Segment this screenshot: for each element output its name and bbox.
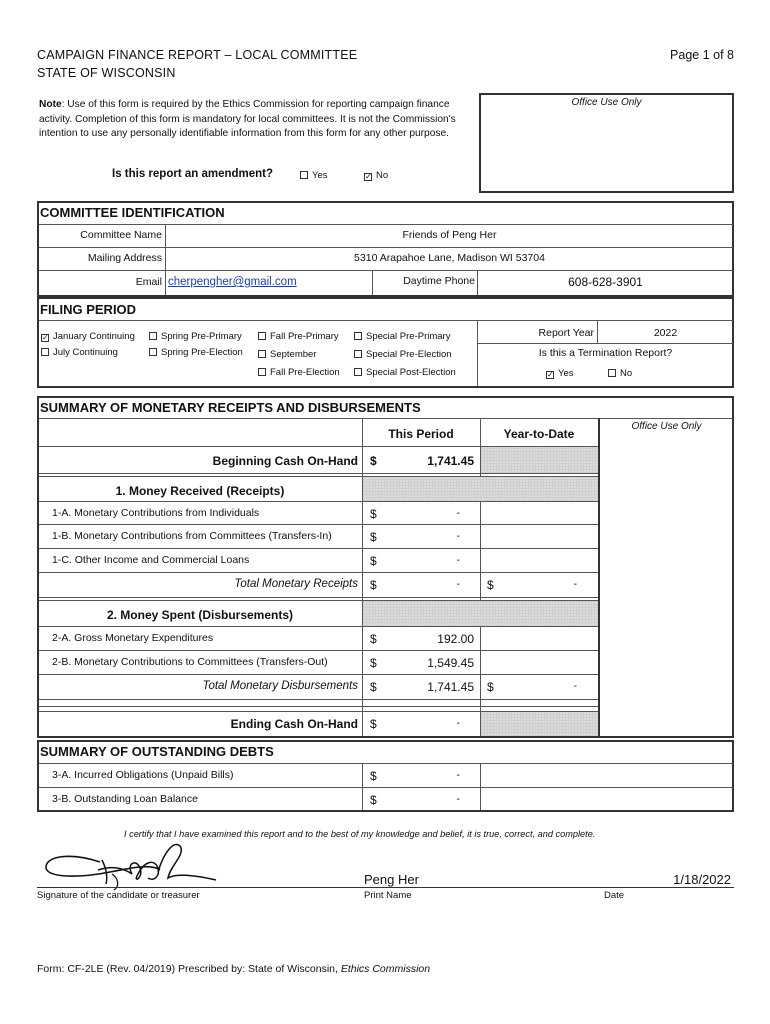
filing-jan-checkbox[interactable]: ✓ xyxy=(42,333,49,342)
filing-spec-post-label: Special Post-Election xyxy=(366,367,456,378)
filing-section-title: FILING PERIOD xyxy=(40,302,137,317)
row-2a-label: 2-A. Gross Monetary Expenditures xyxy=(52,632,214,644)
row-2b-value[interactable]: 1,549.45 xyxy=(427,656,474,670)
privacy-note xyxy=(39,98,479,142)
row-2b-label: 2-B. Monetary Contributions to Committees (Transfers-Out) xyxy=(52,656,328,668)
amendment-yes-label: Yes xyxy=(312,170,328,181)
total-receipts-label: Total Monetary Receipts xyxy=(234,578,358,590)
row-2a-value[interactable]: 192.00 xyxy=(437,632,474,646)
termination-yes-checkbox[interactable]: ✓ xyxy=(547,370,554,379)
print-name-label: Print Name xyxy=(364,890,412,901)
filing-sep[interactable] xyxy=(258,349,316,360)
filing-spec-post[interactable] xyxy=(354,367,456,378)
row-1b-value[interactable]: - xyxy=(456,530,460,542)
form-footer xyxy=(37,963,430,975)
committee-name-label: Committee Name xyxy=(80,229,162,241)
email-label: Email xyxy=(135,276,162,288)
filing-spec-pp[interactable] xyxy=(354,331,450,342)
certification-statement: I certify that I have examined this report and to the best of my knowledge and belief, it is true, correct, and complete. xyxy=(124,829,596,839)
summary-section-title: SUMMARY OF MONETARY RECEIPTS AND DISBURSEMENTS xyxy=(40,400,421,415)
print-name-value[interactable]: Peng Her xyxy=(364,872,419,887)
summary-office-use-label: Office Use Only xyxy=(631,421,702,432)
total-receipts-value[interactable]: - xyxy=(456,578,460,590)
money-received-title: 1. Money Received (Receipts) xyxy=(115,484,285,498)
beginning-dollar: $ xyxy=(370,454,377,468)
filing-jul-checkbox[interactable] xyxy=(41,348,49,356)
debts-section-title: SUMMARY OF OUTSTANDING DEBTS xyxy=(40,744,274,759)
amendment-yes-checkbox[interactable] xyxy=(300,171,308,179)
row-1c-dollar: $ xyxy=(370,554,377,568)
total-disb-dollar: $ xyxy=(370,680,377,694)
filing-spec-pe[interactable] xyxy=(354,349,452,360)
filing-spec-pp-label: Special Pre-Primary xyxy=(366,331,451,342)
email-field[interactable] xyxy=(168,276,297,288)
termination-yes-label: Yes xyxy=(558,368,574,379)
row-1a-value[interactable]: - xyxy=(456,507,460,519)
filing-spring-pe-label: Spring Pre-Election xyxy=(161,347,243,358)
filing-fall-pp[interactable] xyxy=(258,331,339,342)
form-subtitle: STATE OF WISCONSIN xyxy=(37,66,176,80)
email-link[interactable]: cherpengher@gmail.com xyxy=(168,276,297,288)
termination-no[interactable] xyxy=(608,368,632,379)
amendment-no[interactable] xyxy=(364,170,388,181)
filing-jan-label: January Continuing xyxy=(53,331,135,342)
row-3b-value[interactable]: - xyxy=(456,793,460,805)
mailing-address-field[interactable]: 5310 Arapahoe Lane, Madison WI 53704 xyxy=(354,252,545,264)
daytime-phone-label: Daytime Phone xyxy=(403,275,475,287)
row-1c-label: 1-C. Other Income and Commercial Loans xyxy=(52,554,250,566)
signature-label: Signature of the candidate or treasurer xyxy=(37,890,200,901)
filing-jul-label: July Continuing xyxy=(53,347,118,358)
filing-fall-pe[interactable] xyxy=(258,367,340,378)
filing-spring-pp-label: Spring Pre-Primary xyxy=(161,331,242,342)
total-disbursements-value[interactable]: 1,741.45 xyxy=(427,680,474,694)
filing-spec-pe-label: Special Pre-Election xyxy=(366,349,452,360)
filing-fall-pe-checkbox[interactable] xyxy=(258,368,266,376)
note-label: Note xyxy=(39,99,62,110)
col-this-period: This Period xyxy=(388,427,454,441)
note-text: : Use of this form is required by the Ethics Commission for reporting campaign finance activity. Completion of this form is mandatory for local committees. It is not the Commission's intention to use any personally identifiable information from this form for any other purpose. xyxy=(39,99,456,139)
termination-no-checkbox[interactable] xyxy=(608,369,616,377)
row-1b-dollar: $ xyxy=(370,530,377,544)
termination-question: Is this a Termination Report? xyxy=(538,347,673,359)
page-number: Page 1 of 8 xyxy=(670,48,734,62)
row-2a-dollar: $ xyxy=(370,632,377,646)
filing-spring-pp-checkbox[interactable] xyxy=(149,332,157,340)
mailing-address-label: Mailing Address xyxy=(87,252,162,264)
row-2b-dollar: $ xyxy=(370,656,377,670)
beginning-cash-label: Beginning Cash On-Hand xyxy=(212,454,358,468)
report-year-label: Report Year xyxy=(538,327,594,339)
committee-name-field[interactable]: Friends of Peng Her xyxy=(402,229,497,241)
beginning-cash-value[interactable]: 1,741.45 xyxy=(427,454,474,468)
filing-jan[interactable] xyxy=(41,331,135,342)
filing-spring-pe-checkbox[interactable] xyxy=(149,348,157,356)
total-receipts-ytd-dollar: $ xyxy=(487,578,494,592)
total-disbursements-ytd-value[interactable]: - xyxy=(573,680,577,692)
filing-sep-checkbox[interactable] xyxy=(258,350,266,358)
footer-text: Form: CF-2LE (Rev. 04/2019) Prescribed by: State of Wisconsin, xyxy=(37,963,341,975)
termination-no-label: No xyxy=(620,368,633,379)
termination-yes[interactable] xyxy=(546,368,574,379)
filing-spring-pp[interactable] xyxy=(149,331,242,342)
ending-cash-label: Ending Cash On-Hand xyxy=(230,717,358,731)
row-3a-dollar: $ xyxy=(370,769,377,783)
date-label: Date xyxy=(604,890,625,901)
filing-spec-pe-checkbox[interactable] xyxy=(354,350,362,358)
filing-spec-post-checkbox[interactable] xyxy=(354,368,362,376)
filing-sep-label: September xyxy=(270,349,317,360)
row-1c-value[interactable]: - xyxy=(456,554,460,566)
filing-fall-pe-label: Fall Pre-Election xyxy=(270,367,340,378)
amendment-no-label: No xyxy=(376,170,389,181)
filing-spring-pe[interactable] xyxy=(149,347,243,358)
office-use-label: Office Use Only xyxy=(571,97,642,108)
report-year-field[interactable]: 2022 xyxy=(653,327,678,339)
ending-dollar: $ xyxy=(370,717,377,731)
row-1a-label: 1-A. Monetary Contributions from Individuals xyxy=(52,507,260,519)
filing-fall-pp-label: Fall Pre-Primary xyxy=(270,331,339,342)
row-3a-value[interactable]: - xyxy=(456,769,460,781)
total-disbursements-label: Total Monetary Disbursements xyxy=(202,680,358,692)
row-3b-dollar: $ xyxy=(370,793,377,807)
filing-spec-pp-checkbox[interactable] xyxy=(354,332,362,340)
filing-jul[interactable] xyxy=(41,347,118,358)
row-3a-label: 3-A. Incurred Obligations (Unpaid Bills) xyxy=(52,769,234,781)
footer-agency: Ethics Commission xyxy=(340,963,431,975)
office-use-box-top xyxy=(479,93,734,193)
amendment-question: Is this report an amendment? xyxy=(112,168,274,180)
row-1b-label: 1-B. Monetary Contributions from Committees (Transfers-In) xyxy=(52,530,332,542)
form-title: CAMPAIGN FINANCE REPORT – LOCAL COMMITTEE xyxy=(37,48,358,62)
date-value[interactable]: 1/18/2022 xyxy=(673,872,731,887)
row-1a-dollar: $ xyxy=(370,507,377,521)
committee-section-title: COMMITTEE IDENTIFICATION xyxy=(40,205,225,220)
total-receipts-dollar: $ xyxy=(370,578,377,592)
col-year-to-date: Year-to-Date xyxy=(503,427,575,441)
daytime-phone-field[interactable]: 608-628-3901 xyxy=(568,275,643,289)
row-3b-label: 3-B. Outstanding Loan Balance xyxy=(52,793,198,805)
money-spent-title: 2. Money Spent (Disbursements) xyxy=(106,608,294,622)
filing-fall-pp-checkbox[interactable] xyxy=(258,332,266,340)
amendment-yes[interactable] xyxy=(300,170,328,181)
amendment-no-checkbox[interactable]: ✓ xyxy=(365,172,372,181)
total-disb-ytd-dollar: $ xyxy=(487,680,494,694)
signature-image xyxy=(40,834,220,892)
ending-cash-value[interactable]: - xyxy=(456,717,460,729)
total-receipts-ytd-value[interactable]: - xyxy=(573,578,577,590)
